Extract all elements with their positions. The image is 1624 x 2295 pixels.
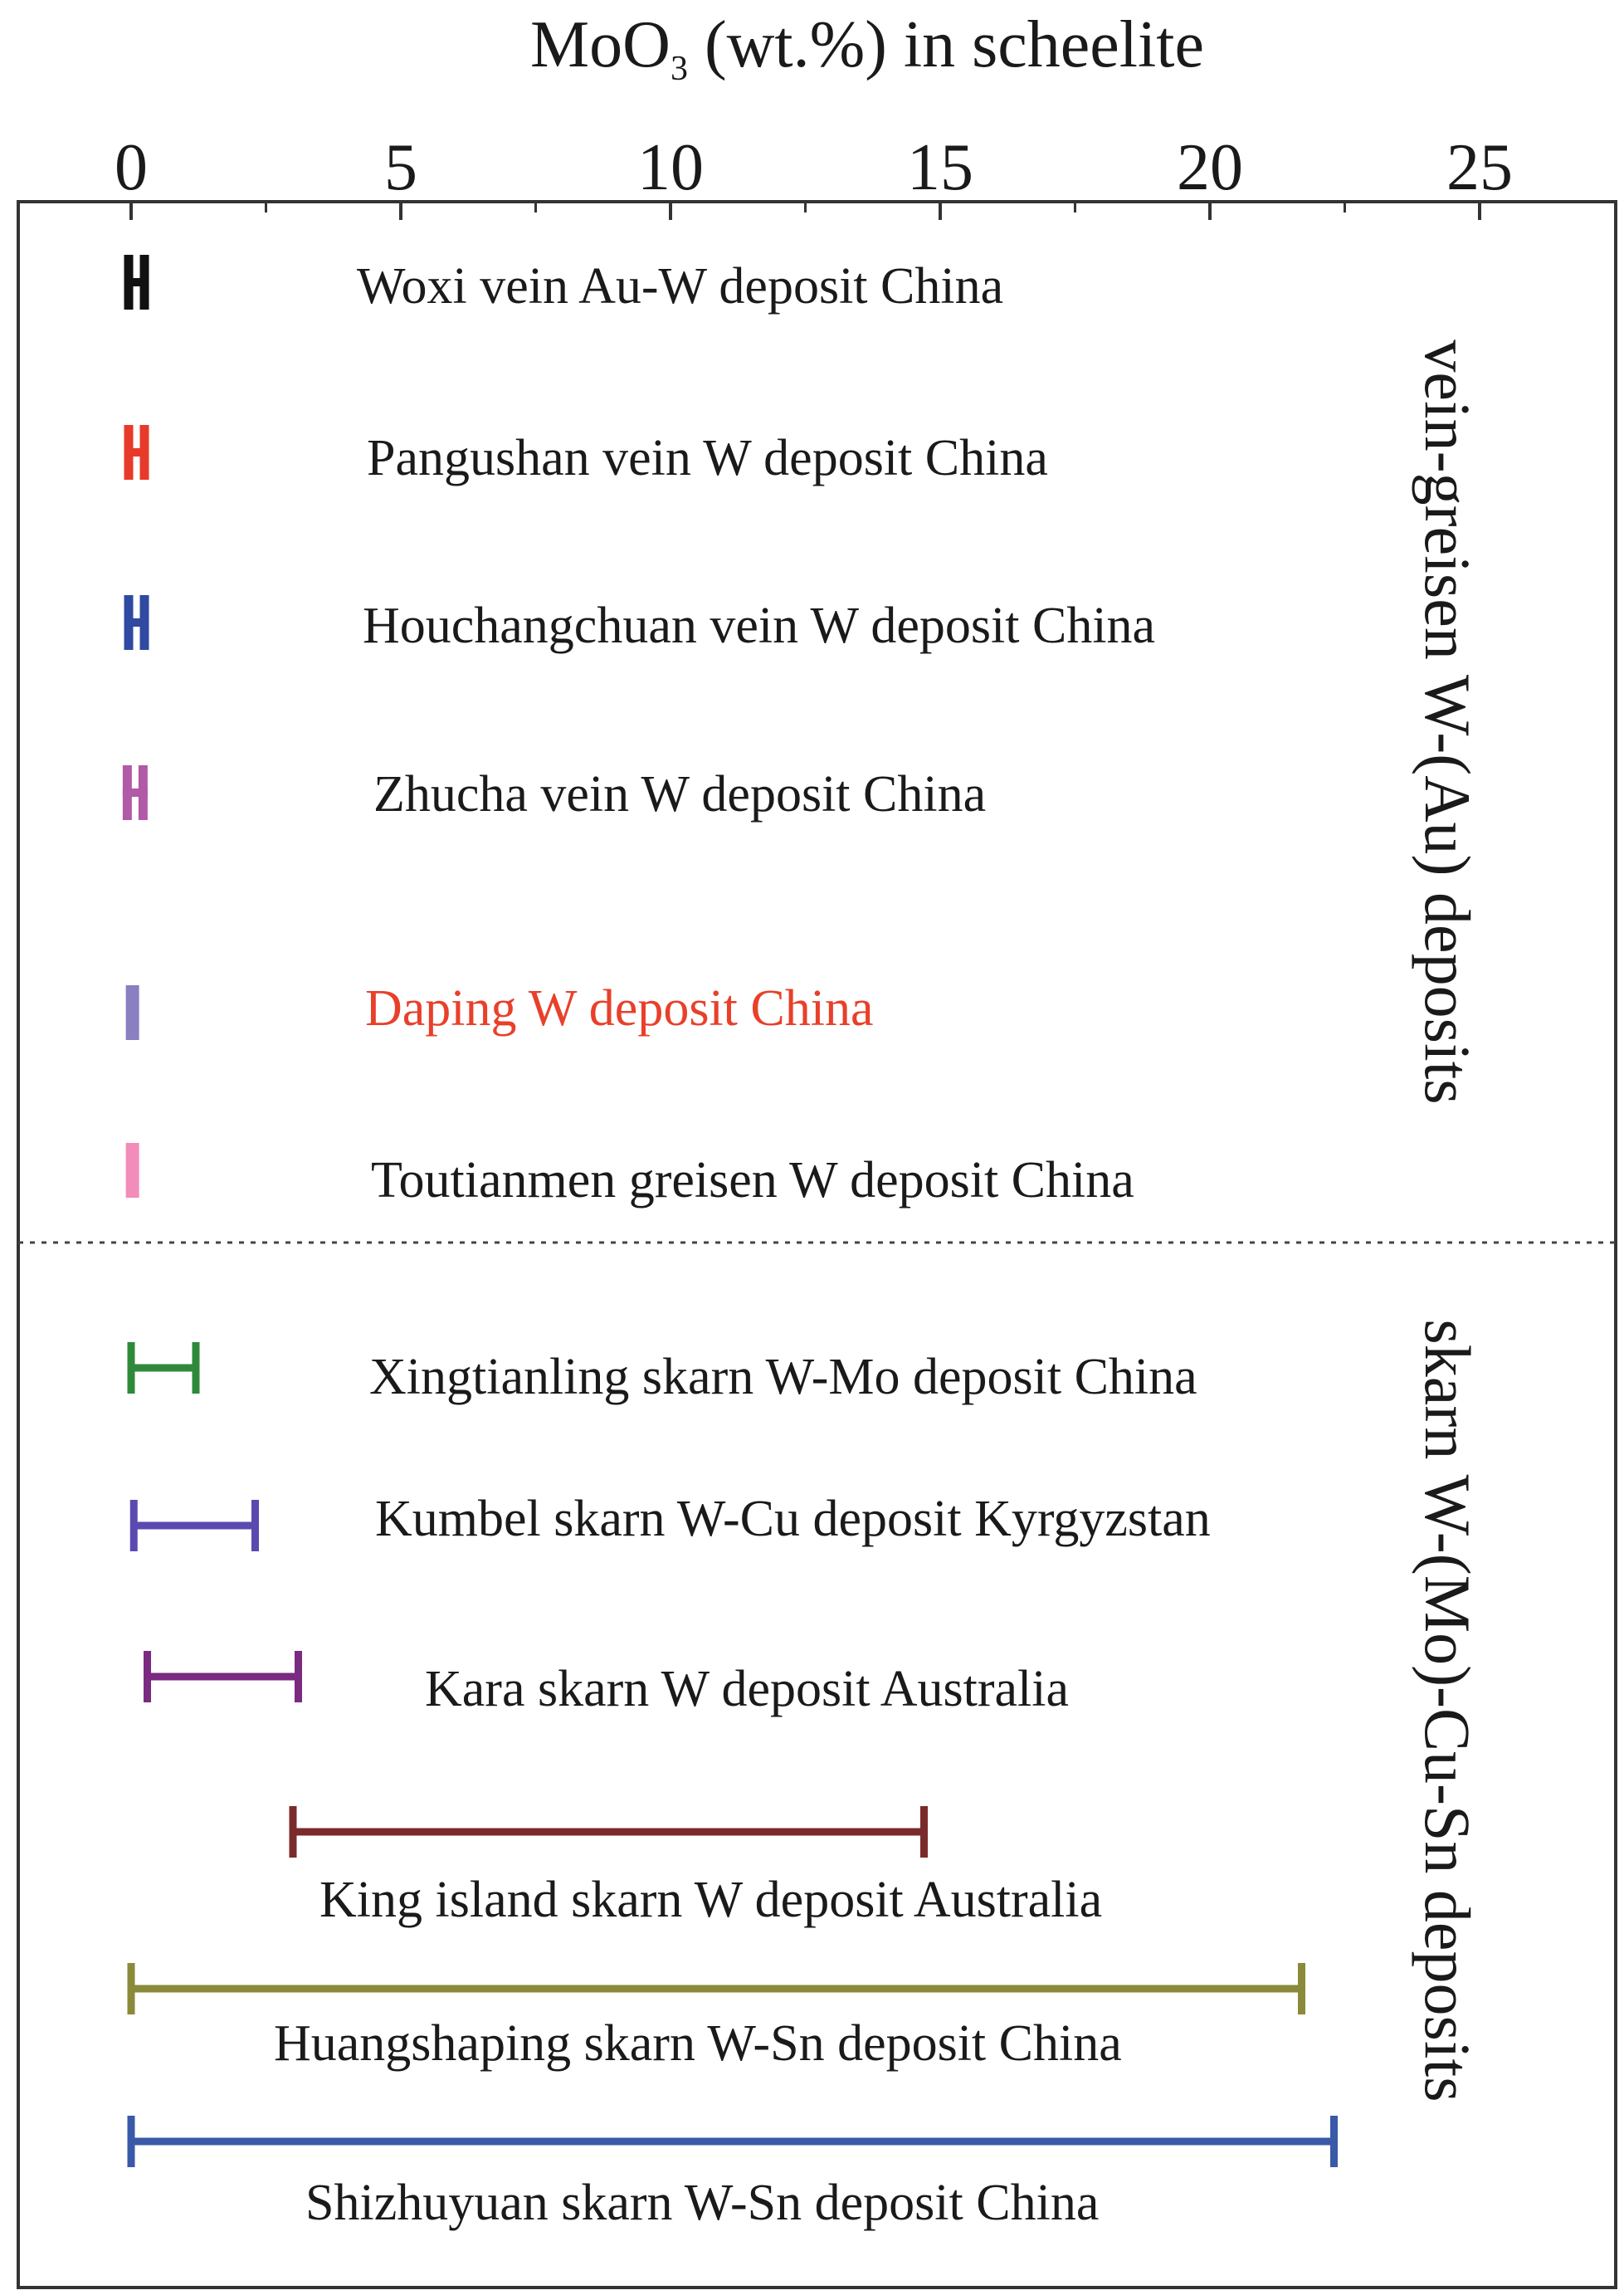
series-label: Kumbel skarn W-Cu deposit Kyrgyzstan [375, 1491, 1211, 1547]
range-bar [131, 1342, 196, 1394]
series-label: Houchangchuan vein W deposit China [363, 598, 1156, 654]
x-tick-label: 0 [115, 131, 148, 204]
range-bar [131, 2116, 1334, 2167]
x-tick-label: 5 [384, 131, 417, 204]
range-bar [123, 765, 148, 820]
series-label: Toutianmen greisen W deposit China [371, 1152, 1134, 1209]
x-axis-ticks [131, 202, 1480, 220]
series-label: Kara skarn W deposit Australia [425, 1661, 1069, 1717]
range-line [124, 618, 149, 627]
series-label: Woxi vein Au-W deposit China [357, 258, 1004, 315]
range-labels [274, 258, 1211, 2231]
range-bar [124, 595, 149, 650]
range-bar [124, 255, 149, 310]
series-label: Huangshaping skarn W-Sn deposit China [274, 2015, 1122, 2072]
group-label-skarn: skarn W-(Mo)-Cu-Sn deposits [1412, 1319, 1484, 2102]
x-tick-label: 15 [907, 131, 973, 204]
range-bar [148, 1651, 299, 1702]
series-label: Shizhuyuan skarn W-Sn deposit China [305, 2175, 1100, 2231]
x-axis-label: MoO$_3$ (wt.%) in scheelite [530, 8, 1204, 88]
range-bar [124, 425, 149, 480]
series-label: King island skarn W deposit Australia [319, 1872, 1103, 1928]
plot-frame [18, 202, 1616, 2288]
range-line [124, 448, 149, 457]
range-bar [134, 1500, 255, 1551]
range-bar [293, 1806, 924, 1858]
range-line [124, 278, 149, 286]
x-tick-label: 25 [1446, 131, 1513, 204]
range-bar [131, 1963, 1302, 2014]
series-label: Xingtianling skarn W-Mo deposit China [369, 1349, 1197, 1405]
range-bar [126, 1143, 139, 1198]
range-line [126, 1143, 139, 1198]
series-label: Pangushan vein W deposit China [367, 430, 1048, 486]
range-line [126, 985, 139, 1040]
range-bar [126, 985, 139, 1040]
group-label-vein-greisen: vein-greisen W-(Au) deposits [1412, 339, 1484, 1105]
series-label: Daping W deposit China [365, 980, 874, 1037]
x-tick-label: 20 [1177, 131, 1243, 204]
range-line [123, 789, 148, 797]
x-tick-label: 10 [637, 131, 704, 204]
x-axis-tick-labels [115, 131, 1513, 204]
series-label: Zhucha vein W deposit China [373, 766, 987, 823]
